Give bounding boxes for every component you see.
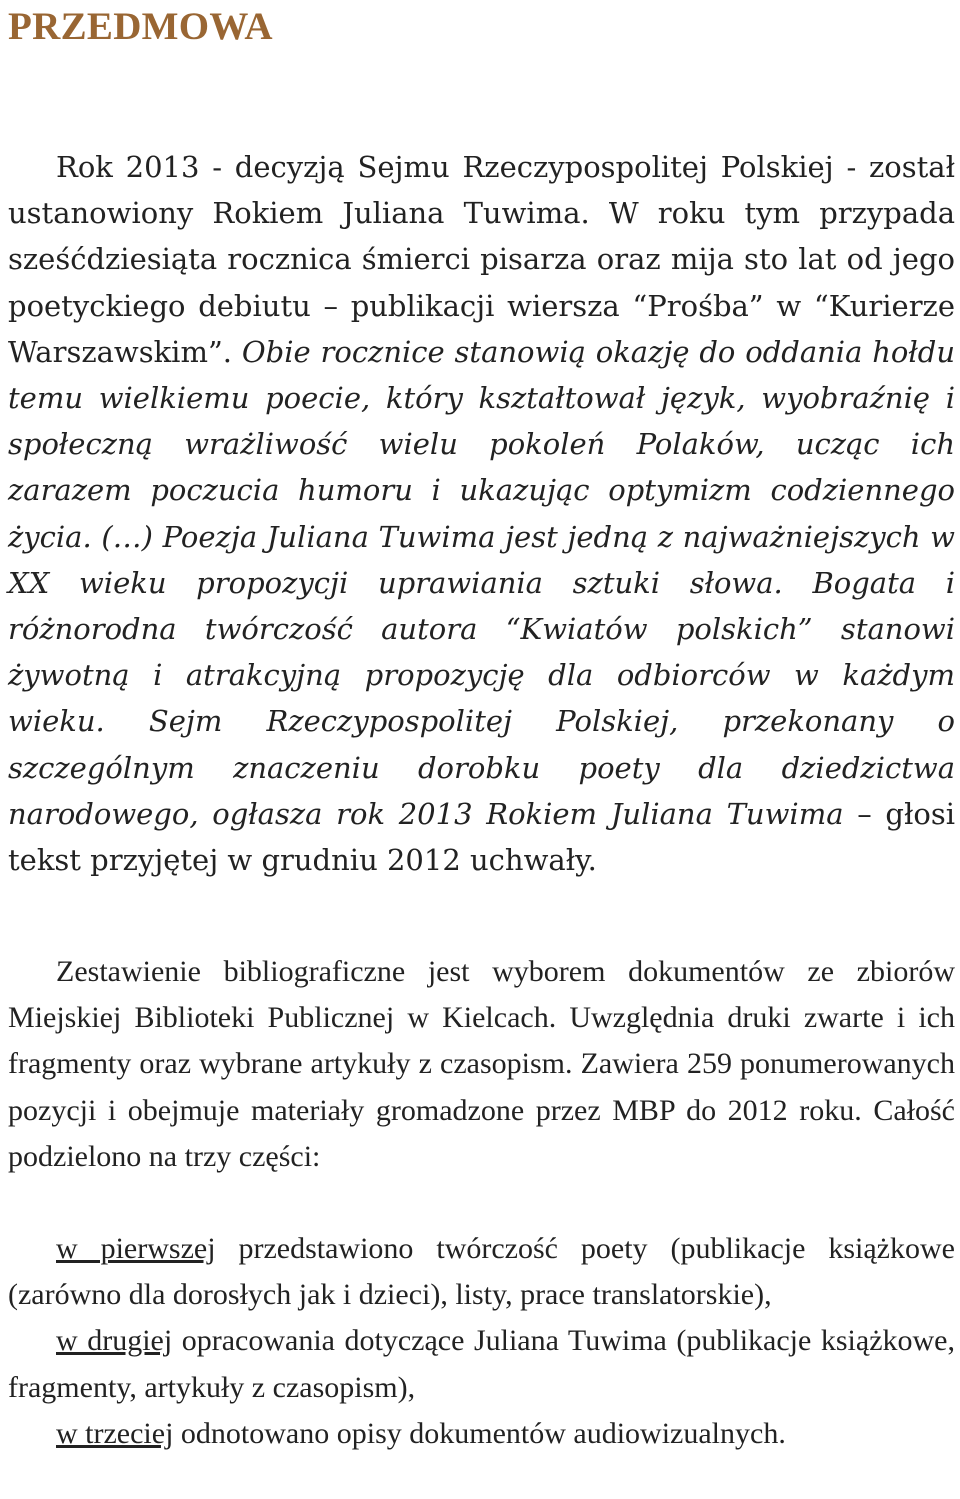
list-item [8, 1318, 955, 1410]
part-label: w drugiej [56, 1324, 173, 1358]
intro-paragraph [8, 144, 955, 883]
description-paragraph [8, 949, 955, 1180]
part-text: opracowania dotyczące Juliana Tuwima (publikacje książkowe, fragmenty, artykuły z czasopism), [8, 1324, 955, 1404]
list-item [8, 1226, 955, 1318]
page-title: PRZEDMOWA [8, 5, 273, 48]
parts-list [8, 1226, 955, 1457]
list-item [8, 1411, 955, 1457]
part-label: w trzeciej [56, 1416, 174, 1450]
description-text: Zestawienie bibliograficzne jest wyborem dokumentów ze zbiorów Miejskiej Biblioteki Publicznej w Kielcach. Uwzględnia druki zwarte i ich fragmenty oraz wybrane artykuły z czasopism. Zawiera 259 ponumerowanych pozycji i obejmuje materiały gromadzone przez MBP do 2012 roku. Całość podzielono na trzy części: [8, 955, 955, 1173]
part-text: przedstawiono twórczość poety (publikacje książkowe (zarówno dla dorosłych jak i dzieci), listy, prace translatorskie), [8, 1232, 955, 1312]
intro-plain-text: Rok 2013 - decyzją Sejmu Rzeczypospolitej Polskiej - został ustanowiony Rokiem Juliana Tuwima. W roku tym przypada sześćdziesiąta rocznica śmierci pisarza oraz mija sto lat od jego poetyckiego debiutu – publikacji wiersza “Prośba” w “Kurierze Warszawskim”. [8, 150, 955, 369]
intro-italic-quote: Obie rocznice stanowią okazję do oddania hołdu temu wielkiemu poecie, który kształtował język, wyobraźnię i społeczną wrażliwość wielu pokoleń Polaków, ucząc ich zarazem poczucia humoru i ukazując optymizm codziennego życia. (…) Poezja Juliana Tuwima jest jedną z najważniejszych w XX wieku propozycji uprawiania sztuki słowa. Bogata i różnorodna twórczość autora “Kwiatów polskich” stanowi żywotną i atrakcyjną propozycję dla odbiorców w każdym wieku. Sejm Rzeczypospolitej Polskiej, przekonany o szczególnym znaczeniu dorobku poety dla dziedzictwa narodowego, ogłasza rok 2013 Rokiem Juliana Tuwima [8, 334, 956, 831]
intro-closing-text: – głosi tekst przyjętej w grudniu 2012 uchwały. [8, 796, 955, 878]
part-label: w pierwszej [56, 1232, 216, 1265]
part-text: odnotowano opisy dokumentów audiowizualnych. [173, 1416, 786, 1450]
